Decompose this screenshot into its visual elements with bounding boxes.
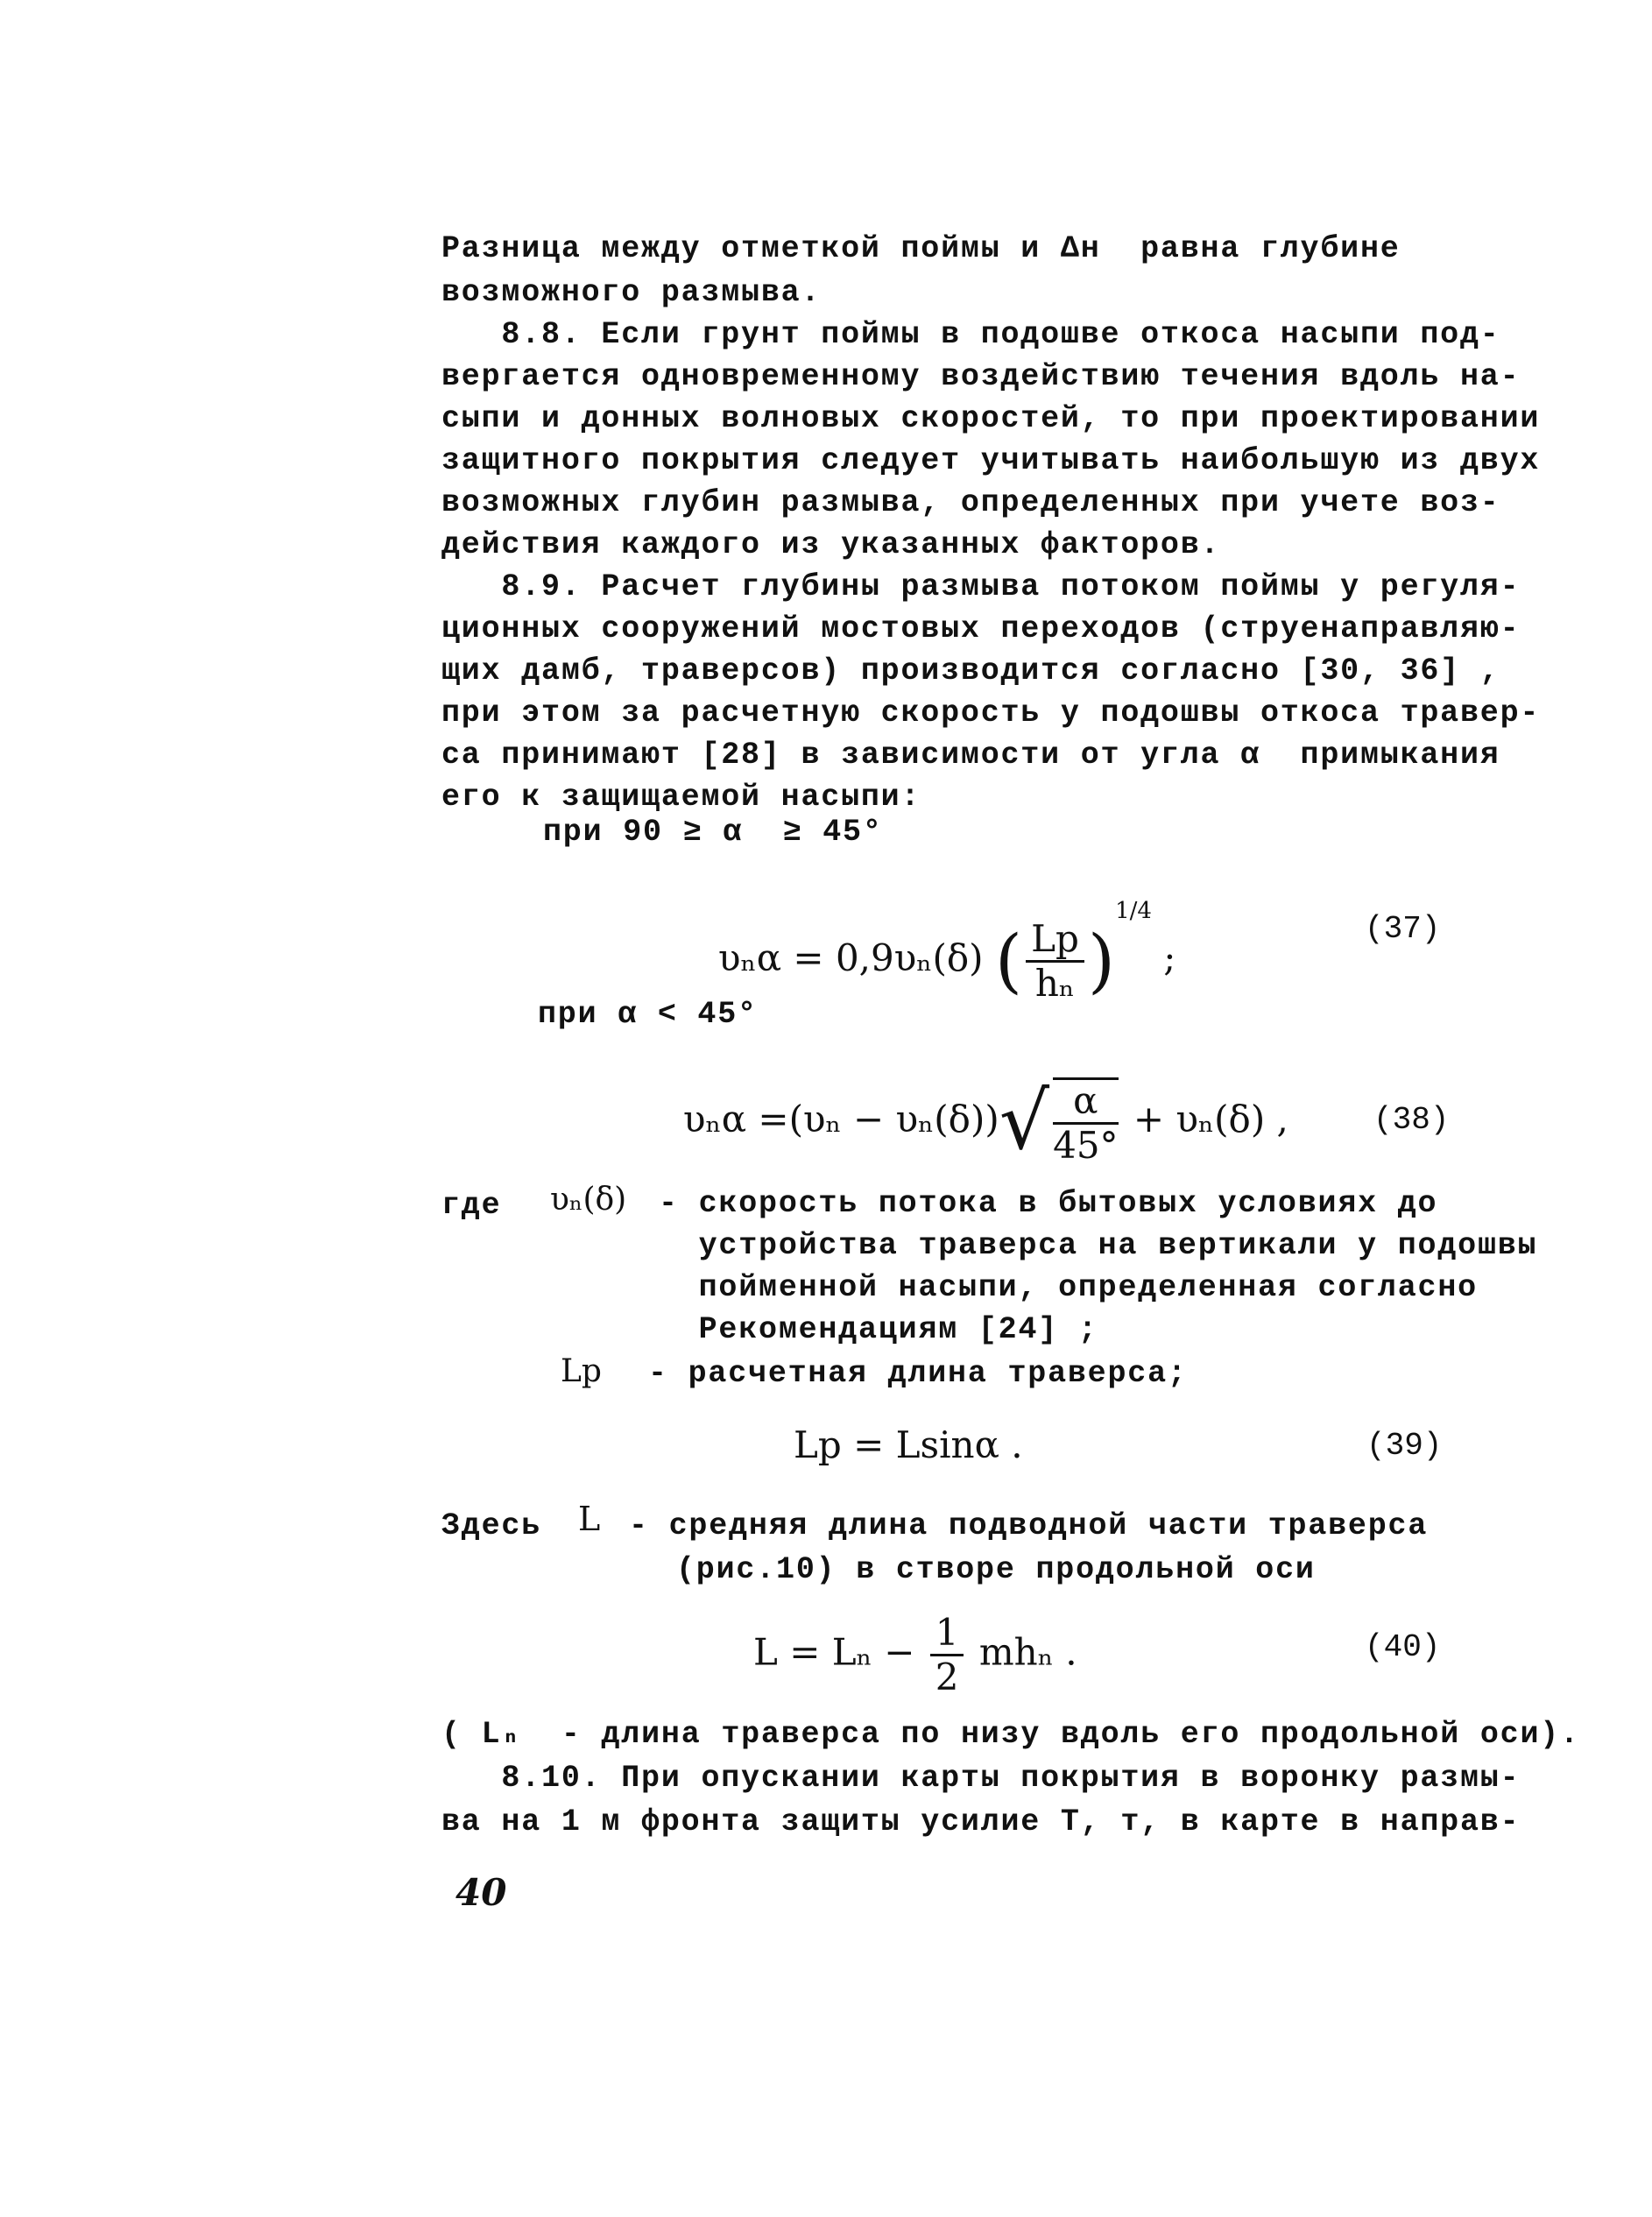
equation-number-38: (38): [1373, 1102, 1450, 1138]
text-line: ва на 1 м фронта защиты усилие T, т, в карте в направ-: [441, 1804, 1521, 1839]
text-line: щих дамб, траверсов) производится согласно [30, 36] ,: [441, 653, 1500, 688]
eq38-fraction: [1053, 1077, 1118, 1167]
text-line: 8.8. Если грунт поймы в подошве откоса насыпи под-: [441, 317, 1500, 352]
eq37-fraction: [1026, 918, 1084, 1005]
equation-number-39: (39): [1366, 1428, 1443, 1464]
here-line-1: - средняя длина подводной части траверса: [629, 1508, 1429, 1543]
where-def-1: - скорость потока в бытовых условиях до: [659, 1186, 1438, 1221]
here-symbol: L: [578, 1500, 601, 1538]
where-def-1: устройства траверса на вертикали у подошвы: [659, 1228, 1538, 1263]
where-label: где: [441, 1188, 502, 1223]
sqrt-icon: √: [999, 1076, 1050, 1168]
eq37-lhs: υₙα = 0,9υₙ(δ): [718, 936, 984, 979]
eq40-tail: mhₙ .: [978, 1630, 1077, 1674]
here-label: Здесь: [441, 1508, 542, 1543]
condition-1: при 90 ≥ α ≥ 45°: [543, 815, 883, 850]
eq40-fraction: [930, 1612, 964, 1698]
where-symbol-2: Lp: [561, 1353, 602, 1389]
text-line: при этом за расчетную скорость у подошвы откоса травер-: [441, 695, 1541, 731]
where-symbol-1: υₙ(δ): [550, 1182, 627, 1218]
text-line: защитного покрытия следует учитывать наибольшую из двух: [441, 443, 1541, 478]
left-paren: (: [994, 920, 1023, 1001]
equation-39: Lp = Lsinα .: [794, 1423, 1023, 1466]
here-line-2: (рис.10) в створе продольной оси: [676, 1552, 1316, 1587]
right-paren: ): [1087, 920, 1116, 1001]
equation-number-40: (40): [1365, 1629, 1441, 1665]
text-line: ционных сооружений мостовых переходов (струенаправляю-: [441, 611, 1521, 646]
equation-40: [753, 1612, 1077, 1698]
text-line: са принимают [28] в зависимости от угла α примыкания: [441, 738, 1500, 773]
text-line: Разница между отметкой поймы и Δн равна глубине: [441, 231, 1401, 266]
eq37-numerator: Lp: [1026, 918, 1084, 963]
eq38-numerator: α: [1053, 1080, 1118, 1125]
eq37-denominator: hₙ: [1034, 961, 1076, 1005]
equation-38: [683, 1077, 1288, 1167]
text-line: вергается одновременному воздействию течения вдоль на-: [441, 359, 1521, 394]
eq37-tail: ;: [1163, 936, 1176, 979]
text-line: ( Lₙ - длина траверса по низу вдоль его продольной оси).: [441, 1717, 1580, 1752]
text-line: 8.9. Расчет глубины размыва потоком поймы у регуля-: [441, 569, 1521, 604]
text-line: возможных глубин размыва, определенных при учете воз-: [441, 485, 1500, 520]
eq40-lhs: L = Lₙ −: [753, 1630, 915, 1674]
text-line: 8.10. При опускании карты покрытия в воронку размы-: [441, 1761, 1521, 1796]
eq40-denominator: 2: [935, 1656, 959, 1698]
where-def-1: пойменной насыпи, определенная согласно: [659, 1270, 1478, 1305]
eq40-numerator: 1: [930, 1612, 964, 1656]
text-line: его к защищаемой насыпи:: [441, 780, 921, 815]
eq38-tail: + υₙ(δ) ,: [1133, 1098, 1288, 1140]
eq38-denominator: 45°: [1053, 1124, 1119, 1167]
text-line: сыпи и донных волновых скоростей, то при проектировании: [441, 401, 1541, 436]
where-def-1: Рекомендациям [24] ;: [659, 1312, 1098, 1347]
text-line: возможного размыва.: [441, 275, 822, 310]
page-number: 40: [455, 1871, 507, 1914]
condition-2: при α < 45°: [538, 997, 758, 1032]
eq38-lhs: υₙα =(υₙ − υₙ(δ)): [683, 1098, 999, 1140]
where-def-2: - расчетная длина траверса;: [648, 1356, 1188, 1391]
equation-number-37: (37): [1365, 911, 1441, 947]
equation-37: [718, 885, 1175, 1005]
eq37-power: 1/4: [1115, 898, 1152, 924]
text-line: действия каждого из указанных факторов.: [441, 527, 1221, 562]
